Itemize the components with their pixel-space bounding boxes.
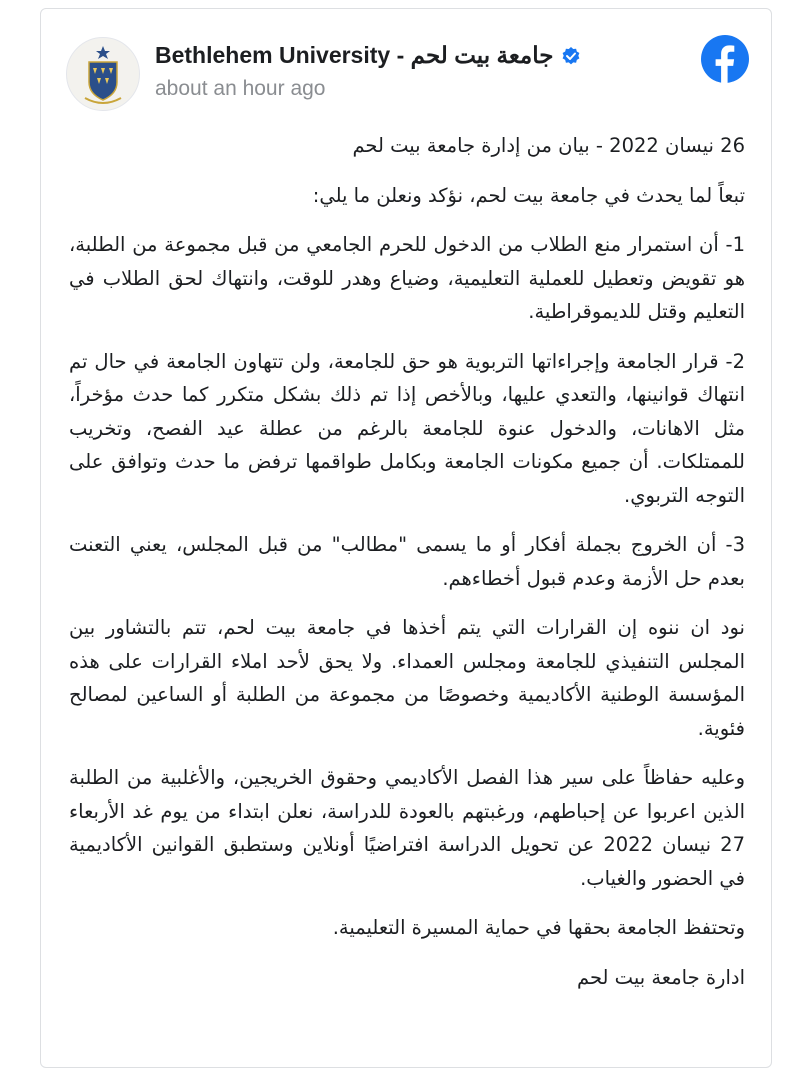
facebook-post-card	[40, 8, 772, 1068]
facebook-logo-icon[interactable]	[701, 35, 749, 83]
verified-badge-icon	[561, 46, 581, 66]
avatar[interactable]	[66, 37, 140, 111]
post-point-1: 1- أن استمرار منع الطلاب من الدخول للحرم الجامعي من قبل مجموعة من الطلبة، هو تقويض وتعطيل للعملية التعليمية، وضياع وهدر للوقت، وانتهاك لحق الطلاب في التعليم وقتل للديموقراطية.	[69, 233, 745, 323]
post-body	[69, 129, 745, 1010]
post-paragraph-5: وعليه حفاظاً على سير هذا الفصل الأكاديمي وحقوق الخريجين، والأغلبية من الطلبة الذين اعربوا عن إحباطهم، ورغبتهم بالعودة للدراسة، نعلن ابتداء من يوم غد الأربعاء 27 نيسان 2022 عن تحويل الدراسة افتراضيًا أونلاين وستطبق القوانين الأكاديمية في الحضور والغياب.	[69, 766, 745, 890]
post-signature: ادارة جامعة بيت لحم	[576, 965, 745, 989]
post-intro: تبعاً لما يحدث في جامعة بيت لحم، نؤكد ونعلن ما يلي:	[312, 183, 745, 207]
post-point-2: 2- قرار الجامعة وإجراءاتها التربوية هو حق للجامعة، ولن تتهاون الجامعة في حال تم انتهاك قوانينها، والتعدي عليها، وبالأخص إذا تم ذلك بشكل متكرر كما حدث مؤخراً، مثل الاهانات، والدخول عنوة للجامعة بالرغم من عطلة عيد الفصح، وتخريب للممتلكات. أن جميع مكونات الجامعة وبكامل طواقمها ترفض ما حدث وتوافق على التوجه التربوي.	[69, 349, 745, 507]
post-point-3: 3- أن الخروج بجملة أفكار أو ما يسمى "مطالب" من قبل المجلس، يعني التعنت بعدم حل الأزمة وعدم قبول أخطاءهم.	[69, 533, 745, 590]
post-paragraph-4: نود ان ننوه إن القرارات التي يتم أخذها في جامعة بيت لحم، تتم بالتشاور بين المجلس التنفيذي للجامعة ومجلس العمداء. ولا يحق لأحد املاء القرارات على هذه المؤسسة الوطنية الأكاديمية وخصوصًا من مجموعة من الطلبة أو الساعين لمصالح فئوية.	[69, 616, 745, 740]
post-paragraph-6: وتحتفظ الجامعة بحقها في حماية المسيرة التعليمية.	[332, 916, 745, 939]
post-headline: 26 نيسان 2022 - بيان من إدارة جامعة بيت لحم	[352, 134, 745, 157]
post-timestamp[interactable]: about an hour ago	[155, 77, 326, 100]
bethlehem-university-logo-icon	[67, 38, 139, 110]
page-name-link[interactable]: Bethlehem University - جامعة بيت لحم	[155, 42, 554, 68]
post-header	[155, 42, 581, 69]
